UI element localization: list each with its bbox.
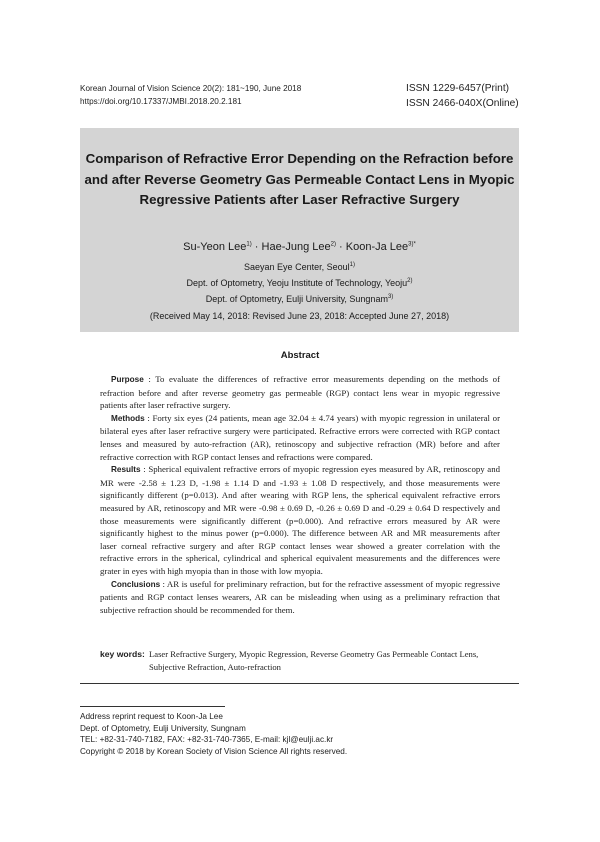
- conclusions-text: : AR is useful for preliminary refraction, but for the refractive assessment of myopic regressive patients and RGP contact lenses wearers, AR can be misleading when using as a preliminary refraction that subjective refraction should be recommended for them.: [100, 578, 500, 615]
- abstract-heading: Abstract: [280, 350, 320, 361]
- doi-link[interactable]: https://doi.org/10.17337/JMBI.2018.20.2.181: [80, 97, 242, 106]
- affiliation-3-mark: 3): [387, 294, 394, 300]
- author-1-mark: 1): [246, 241, 252, 248]
- footnote-copyright: Copyright © 2018 by Korean Society of Vision Science All rights reserved.: [80, 747, 348, 757]
- abstract-results: [100, 463, 500, 577]
- affiliation-1: [80, 261, 519, 273]
- journal-citation: Korean Journal of Vision Science 20(2): 181~190, June 2018: [80, 84, 302, 93]
- keywords-label: key words:: [100, 649, 145, 659]
- journal-info: [80, 82, 301, 108]
- conclusions-label: Conclusions: [111, 579, 161, 589]
- author-separator: ·: [335, 241, 346, 253]
- received-dates: (Received May 14, 2018: Revised June 23, 2018: Accepted June 27, 2018): [149, 311, 450, 321]
- footnote-department: Dept. of Optometry, Eulji University, Sungnam: [80, 723, 246, 733]
- abstract-purpose: [100, 373, 500, 412]
- affiliation-1-text: Saeyan Eye Center, Seoul: [244, 262, 350, 272]
- issn-online: ISSN 2466-040X(Online): [406, 98, 519, 109]
- affiliation-3: [80, 293, 519, 305]
- keywords-text: Laser Refractive Surgery, Myopic Regression, Reverse Geometry Gas Permeable Contact Lens, Subjective Refraction, Auto-refraction: [149, 649, 479, 672]
- footnote-contact: TEL: +82-31-740-7182, FAX: +82-31-740-7365, E-mail: kjl@eulji.ac.kr: [80, 735, 334, 745]
- author-3-mark: 3)*: [408, 241, 416, 248]
- author-separator: ·: [251, 241, 262, 253]
- results-text: : Spherical equivalent refractive errors of myopic regression eyes measured by AR, retinoscopy and MR were -2.58 ± 1.23 D, -1.98 ± 1.14 D and -1.93 ± 1.08 D respectively, and those measurements were significantly different (p=0.013). And after wearing with RGP lens, the spherical equivalent refractive errors measured by AR, retinoscopy and MR were -0.98 ± 0.69 D, -0.26 ± 0.69 D and -0.29 ± 0.64 D respectively and those measurements were significantly different (p=0.000). And refractive errors measured by AR were significantly highest to the minus power (p=0.000). The difference between AR and MR measurements after laser corneal refractive surgery and after RGP contact lenses wear showed a greater correlation with the refractive errors in the spherical, cylindrical and spherical equivalent measurements and the differences were grater in eyes with high myopia than in those with low myopia.: [100, 464, 500, 576]
- author-2: Hae-Jung Lee: [261, 241, 331, 253]
- affiliation-1-mark: 1): [349, 262, 355, 268]
- methods-label: Methods: [111, 413, 145, 423]
- author-3: Koon-Ja Lee: [345, 241, 409, 253]
- issn-block: [406, 81, 519, 111]
- footnote-divider: [80, 706, 225, 707]
- abstract-body: [100, 373, 500, 616]
- results-label: Results: [111, 465, 141, 475]
- methods-text: : Forty six eyes (24 patients, mean age 32.04 ± 4.74 years) with myopic regression in unilateral or bilateral eyes after laser refractive surgery were participated. Refractive errors were corrected with RGP contact lenses and measured by auto-refraction (AR), retinoscopy and subjective refraction (MR) before and after refractive correction with RGP contact lenses and refractions were compared.: [100, 412, 500, 462]
- issn-print: ISSN 1229-6457(Print): [406, 83, 510, 94]
- author-1: Su-Yeon Lee: [183, 241, 247, 253]
- abstract-conclusions: [100, 578, 500, 617]
- paper-title: Comparison of Refractive Error Depending on the Refraction before and after Reverse Geometry Gas Permeable Contact Lens in Myopic Regressive Patients after Laser Refractive Surgery: [84, 151, 515, 207]
- correspondence-footnote: [80, 711, 347, 758]
- affiliation-2-mark: 2): [407, 278, 413, 284]
- purpose-label: Purpose: [111, 375, 144, 384]
- purpose-text: : To evaluate the differences of refractive error measurements depending on the methods of refraction before and after reverse geometry gas permeable (RGP) contact lens wear in myopic regressive patients after laser refractive surgery.: [100, 374, 500, 411]
- authors: [80, 240, 519, 254]
- footnote-reprint: Address reprint request to Koon-Ja Lee: [80, 712, 223, 721]
- title-box: [80, 128, 519, 332]
- affiliation-3-text: Dept. of Optometry, Eulji University, Sungnam: [205, 294, 388, 304]
- keywords-divider: [80, 683, 519, 684]
- author-2-mark: 2): [330, 241, 336, 248]
- affiliation-2-text: Dept. of Optometry, Yeoju Institute of Technology, Yeoju: [186, 278, 408, 288]
- keywords: [100, 648, 500, 673]
- affiliation-2: [80, 277, 519, 289]
- abstract-methods: [100, 412, 500, 463]
